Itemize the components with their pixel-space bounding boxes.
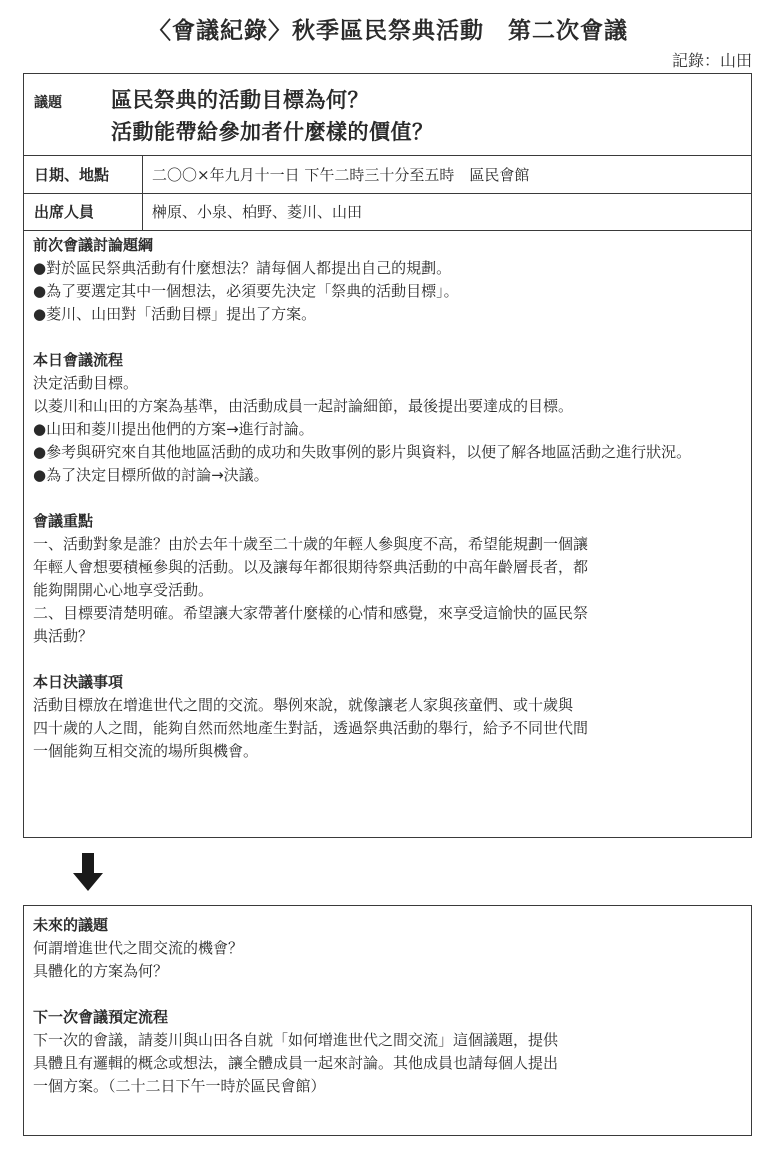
topic-row: [24, 74, 751, 156]
text-line: 具體化的方案為何？: [33, 962, 169, 980]
date-location-value: 二〇〇×年九月十一日 下午二時三十分至五時 區民會館: [152, 165, 530, 184]
topic-line-2: 活動能帶給參加者什麼樣的價值？: [111, 119, 434, 144]
cell-divider: [142, 193, 143, 230]
text-line: 一、活動對象是誰？由於去年十歲至二十歲的年輕人參與度不高，希望能規劃一個讓: [33, 535, 589, 553]
cell-divider: [142, 155, 143, 193]
today-flow-heading: 本日會議流程: [33, 351, 124, 369]
list-item: ●菱川、山田對「活動目標」提出了方案。: [33, 305, 317, 323]
future-topics-heading: 未來的議題: [33, 916, 109, 934]
list-item: ●參考與研究來自其他地區活動的成功和失敗事例的影片與資料，以便了解各地區活動之進行狀況。: [33, 443, 692, 461]
list-item: ●山田和菱川提出他們的方案→進行討論。: [33, 420, 314, 438]
key-points-heading: 會議重點: [33, 512, 94, 530]
text-line: 四十歲的人之間，能夠自然而然地產生對話，透過祭典活動的舉行，給予不同世代間: [33, 719, 589, 737]
text-line: 年輕人會想要積極參與的活動。以及讓每年都很期待祭典活動的中高年齡層長者，都: [33, 558, 589, 576]
attendees-value: 榊原、小泉、柏野、菱川、山田: [152, 203, 363, 221]
text-line: 一個能夠互相交流的場所與機會。: [33, 742, 259, 760]
resolution-heading: 本日決議事項: [33, 673, 124, 691]
text-line: 下一次的會議，請菱川與山田各自就「如何增進世代之間交流」這個議題，提供: [33, 1031, 559, 1049]
topic-line-1: 區民祭典的活動目標為何？: [111, 87, 369, 112]
text-line: 何謂增進世代之間交流的機會？: [33, 939, 244, 957]
text-line: 能夠開開心心地享受活動。: [33, 581, 214, 599]
text-line: 二、目標要清楚明確。希望讓大家帶著什麼樣的心情和感覺，來享受這愉快的區民祭: [33, 604, 589, 622]
text-line: 活動目標放在增進世代之間的交流。舉例來說，就像讓老人家與孩童們、或十歲與: [33, 696, 574, 714]
down-arrow-icon: [73, 853, 103, 891]
list-item: ●為了決定目標所做的討論→決議。: [33, 466, 269, 484]
list-item: ●對於區民祭典活動有什麼想法？請每個人都提出自己的規劃。: [33, 259, 452, 277]
text-line: 具體且有邏輯的概念或想法，讓全體成員一起來討論。其他成員也請每個人提出: [33, 1054, 559, 1072]
attendees-label: 出席人員: [34, 203, 95, 221]
text-line: 典活動？: [33, 627, 94, 645]
list-item: ●為了要選定其中一個想法，必須要先決定「祭典的活動目標」。: [33, 282, 459, 300]
text-line: 一個方案。（二十二日下午一時於區民會館）: [33, 1077, 326, 1095]
text-line: 決定活動目標。: [33, 374, 139, 392]
text-line: 以菱川和山田的方案為基準，由活動成員一起討論細節，最後提出要達成的目標。: [33, 397, 574, 415]
meeting-body: [33, 234, 743, 763]
recorder-label: 記錄：山田: [671, 51, 752, 70]
next-meeting-heading: 下一次會議預定流程: [33, 1008, 169, 1026]
future-box: [23, 905, 752, 1136]
future-body: [33, 914, 743, 1098]
topic-label: 議題: [34, 95, 62, 111]
previous-outline-heading: 前次會議討論題綱: [33, 236, 154, 254]
date-location-row: [24, 155, 751, 194]
document-title: 〈會議紀錄〉秋季區民祭典活動 第二次會議: [148, 17, 628, 44]
meeting-record-box: [23, 73, 752, 838]
attendees-row: [24, 193, 751, 231]
date-location-label: 日期、地點: [34, 165, 110, 184]
